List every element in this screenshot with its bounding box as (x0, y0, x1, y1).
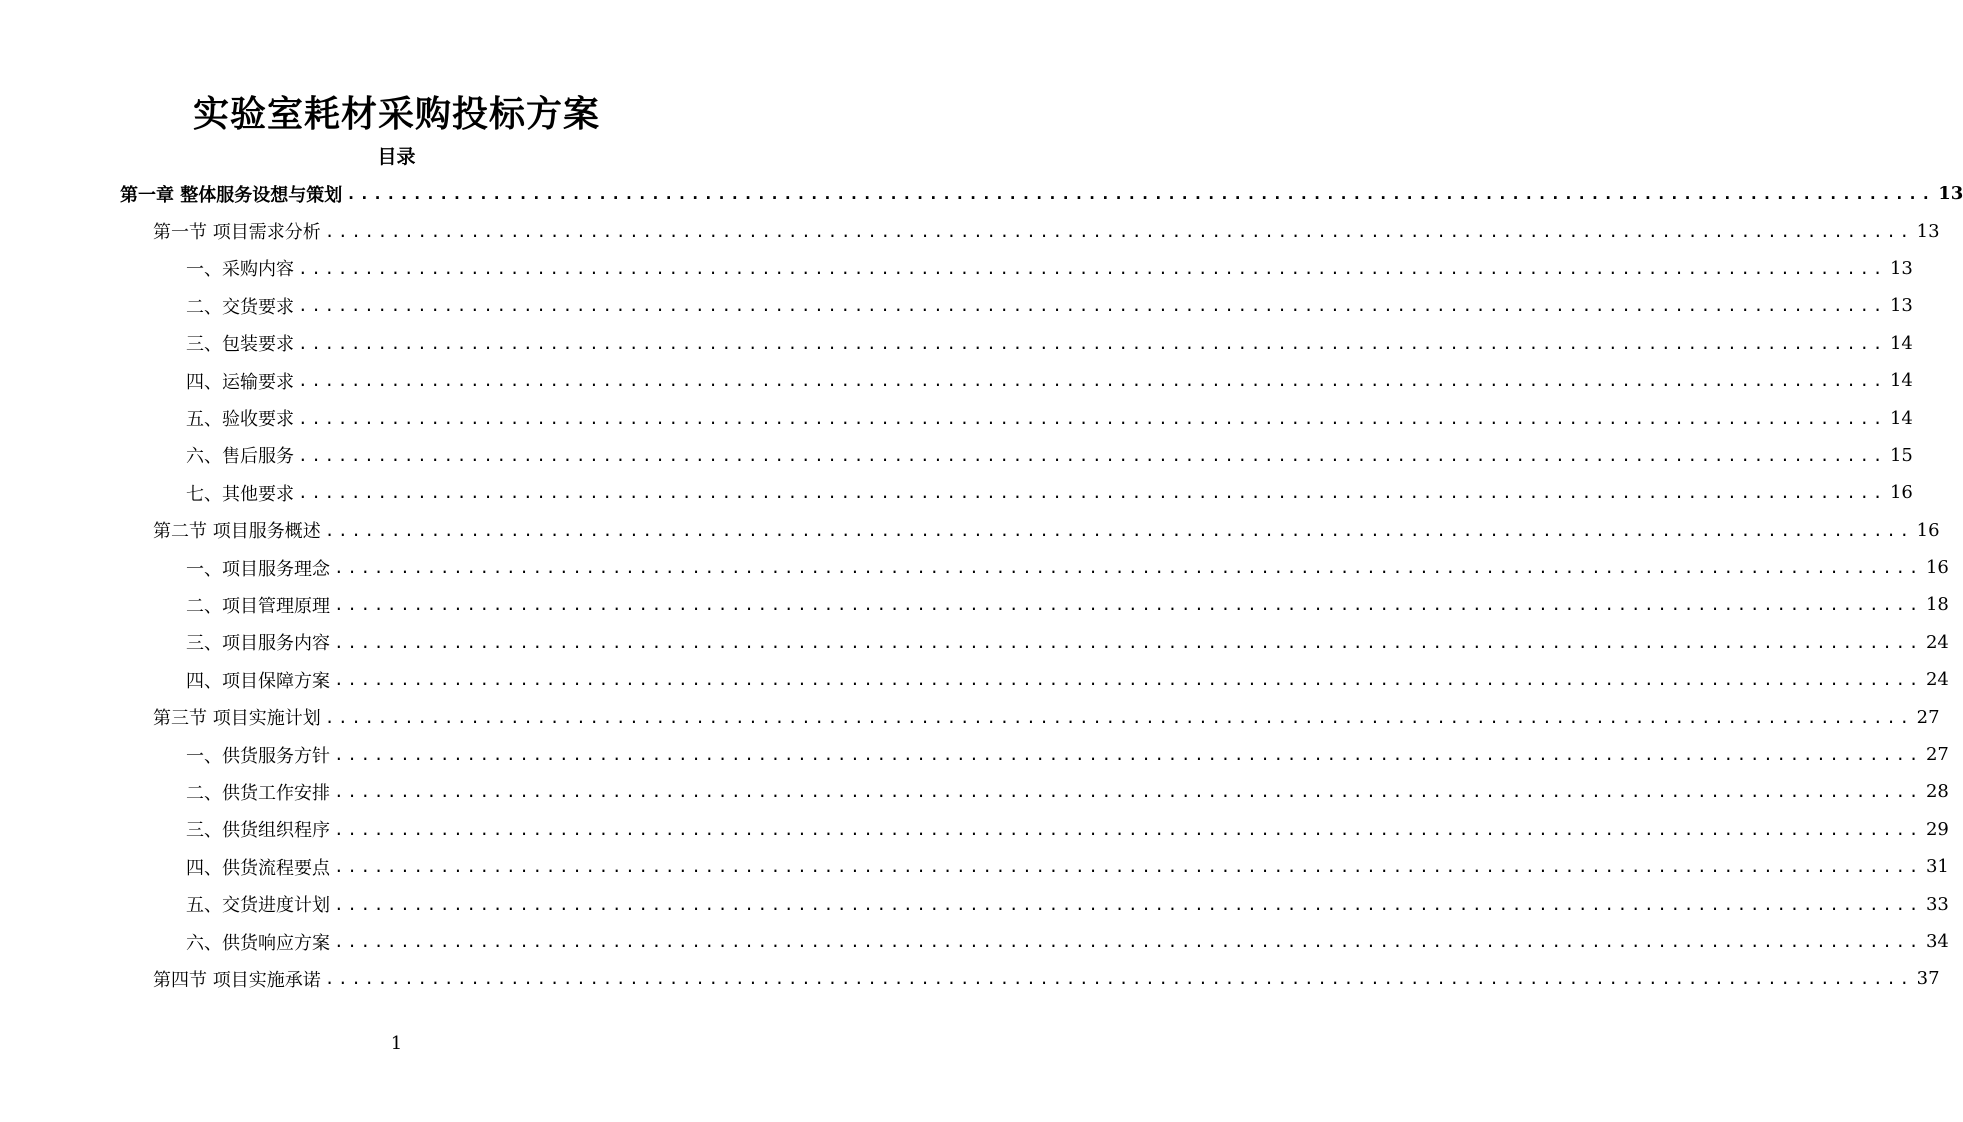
toc-entry-label: 三、供货组织程序 (186, 816, 334, 842)
toc-heading: 目录 (377, 146, 416, 168)
toc-dot-leader: ........................................................................................................................ (334, 894, 1922, 914)
toc-dot-leader: ........................................................................................................................ (324, 221, 1913, 241)
toc-dot-leader: ........................................................................................................................ (324, 707, 1913, 727)
toc-entry-page-number: 24 (1925, 669, 1949, 691)
toc-entry-label: 第一节 项目需求分析 (153, 218, 325, 244)
toc-entry-label: 一、采购内容 (186, 255, 298, 281)
toc-entry-label: 第一章 整体服务设想与策划 (120, 181, 346, 207)
toc-entry-page-number: 14 (1889, 407, 1913, 429)
toc-dot-leader: ........................................................................................................................ (346, 184, 1935, 204)
toc-dot-leader: ........................................................................................................................ (298, 258, 1886, 278)
toc-entry-page-number: 13 (1889, 295, 1913, 317)
toc-entry-page-number: 16 (1925, 557, 1949, 579)
toc-entry-label: 五、验收要求 (186, 405, 298, 431)
toc-entry-item[interactable] (0, 624, 1949, 661)
toc-dot-leader: ........................................................................................................................ (298, 371, 1886, 391)
toc-dot-leader: ........................................................................................................................ (334, 782, 1922, 802)
toc-entry-item[interactable] (0, 437, 1913, 474)
toc-entry-page-number: 18 (1925, 594, 1949, 616)
toc-entry-item[interactable] (0, 586, 1949, 623)
toc-entry-page-number: 13 (1889, 257, 1913, 279)
toc-entry-page-number: 16 (1889, 482, 1913, 504)
toc-dot-leader: ........................................................................................................................ (298, 296, 1886, 316)
toc-entry-label: 五、交货进度计划 (186, 891, 334, 917)
toc-entry-chapter[interactable] (0, 175, 1963, 212)
toc-entry-label: 四、运输要求 (186, 368, 298, 394)
toc-dot-leader: ........................................................................................................................ (298, 333, 1886, 353)
toc-entry-section[interactable] (0, 698, 1940, 735)
toc-dot-leader: ........................................................................................................................ (334, 857, 1922, 877)
toc-entry-label: 六、售后服务 (186, 442, 298, 468)
toc-entry-item[interactable] (0, 549, 1949, 586)
toc-entry-section[interactable] (0, 960, 1940, 997)
toc-entry-label: 一、供货服务方针 (186, 742, 334, 768)
toc-entry-page-number: 27 (1925, 744, 1949, 766)
toc-dot-leader: ........................................................................................................................ (334, 819, 1922, 839)
toc-dot-leader: ........................................................................................................................ (334, 670, 1922, 690)
toc-entry-label: 第四节 项目实施承诺 (153, 966, 325, 992)
toc-entry-label: 二、交货要求 (186, 293, 298, 319)
table-of-contents (0, 175, 1963, 998)
toc-dot-leader: ........................................................................................................................ (298, 445, 1886, 465)
toc-entry-label: 二、供货工作安排 (186, 779, 334, 805)
toc-dot-leader: ........................................................................................................................ (324, 969, 1913, 989)
toc-entry-section[interactable] (0, 212, 1940, 249)
page-number: 1 (390, 1033, 403, 1054)
toc-entry-item[interactable] (0, 474, 1913, 511)
toc-entry-page-number: 31 (1925, 856, 1949, 878)
toc-dot-leader: ........................................................................................................................ (324, 520, 1913, 540)
toc-entry-item[interactable] (0, 325, 1913, 362)
toc-dot-leader: ........................................................................................................................ (334, 745, 1922, 765)
toc-entry-item[interactable] (0, 885, 1949, 922)
toc-dot-leader: ........................................................................................................................ (334, 558, 1922, 578)
toc-entry-page-number: 37 (1916, 968, 1940, 990)
toc-entry-page-number: 28 (1925, 781, 1949, 803)
toc-entry-item[interactable] (0, 287, 1913, 324)
toc-dot-leader: ........................................................................................................................ (334, 632, 1922, 652)
toc-entry-label: 七、其他要求 (186, 480, 298, 506)
toc-entry-page-number: 13 (1938, 183, 1963, 205)
toc-entry-page-number: 13 (1916, 220, 1940, 242)
toc-entry-label: 三、项目服务内容 (186, 629, 334, 655)
document-title: 实验室耗材采购投标方案 (192, 93, 600, 135)
toc-entry-page-number: 14 (1889, 332, 1913, 354)
toc-entry-page-number: 33 (1925, 893, 1949, 915)
toc-entry-label: 一、项目服务理念 (186, 555, 334, 581)
toc-entry-page-number: 24 (1925, 631, 1949, 653)
toc-dot-leader: ........................................................................................................................ (298, 408, 1886, 428)
toc-entry-item[interactable] (0, 811, 1949, 848)
toc-entry-item[interactable] (0, 250, 1913, 287)
toc-entry-page-number: 15 (1889, 444, 1913, 466)
toc-entry-label: 二、项目管理原理 (186, 592, 334, 618)
toc-entry-item[interactable] (0, 923, 1949, 960)
toc-entry-page-number: 14 (1889, 370, 1913, 392)
toc-entry-item[interactable] (0, 661, 1949, 698)
toc-entry-label: 四、项目保障方案 (186, 667, 334, 693)
toc-entry-label: 六、供货响应方案 (186, 929, 334, 955)
toc-entry-item[interactable] (0, 773, 1949, 810)
toc-entry-page-number: 34 (1925, 931, 1949, 952)
toc-entry-label: 三、包装要求 (186, 330, 298, 356)
toc-entry-item[interactable] (0, 848, 1949, 885)
toc-entry-item[interactable] (0, 736, 1949, 773)
toc-entry-label: 第二节 项目服务概述 (153, 517, 325, 543)
toc-dot-leader: ........................................................................................................................ (334, 595, 1922, 615)
toc-dot-leader: ........................................................................................................................ (334, 932, 1922, 951)
toc-entry-page-number: 29 (1925, 818, 1949, 840)
toc-entry-page-number: 16 (1916, 519, 1940, 541)
toc-entry-label: 四、供货流程要点 (186, 854, 334, 880)
toc-entry-label: 第三节 项目实施计划 (153, 704, 325, 730)
toc-entry-item[interactable] (0, 362, 1913, 399)
toc-dot-leader: ........................................................................................................................ (298, 483, 1886, 503)
toc-entry-item[interactable] (0, 399, 1913, 436)
toc-entry-section[interactable] (0, 512, 1940, 549)
toc-entry-page-number: 27 (1916, 706, 1940, 728)
